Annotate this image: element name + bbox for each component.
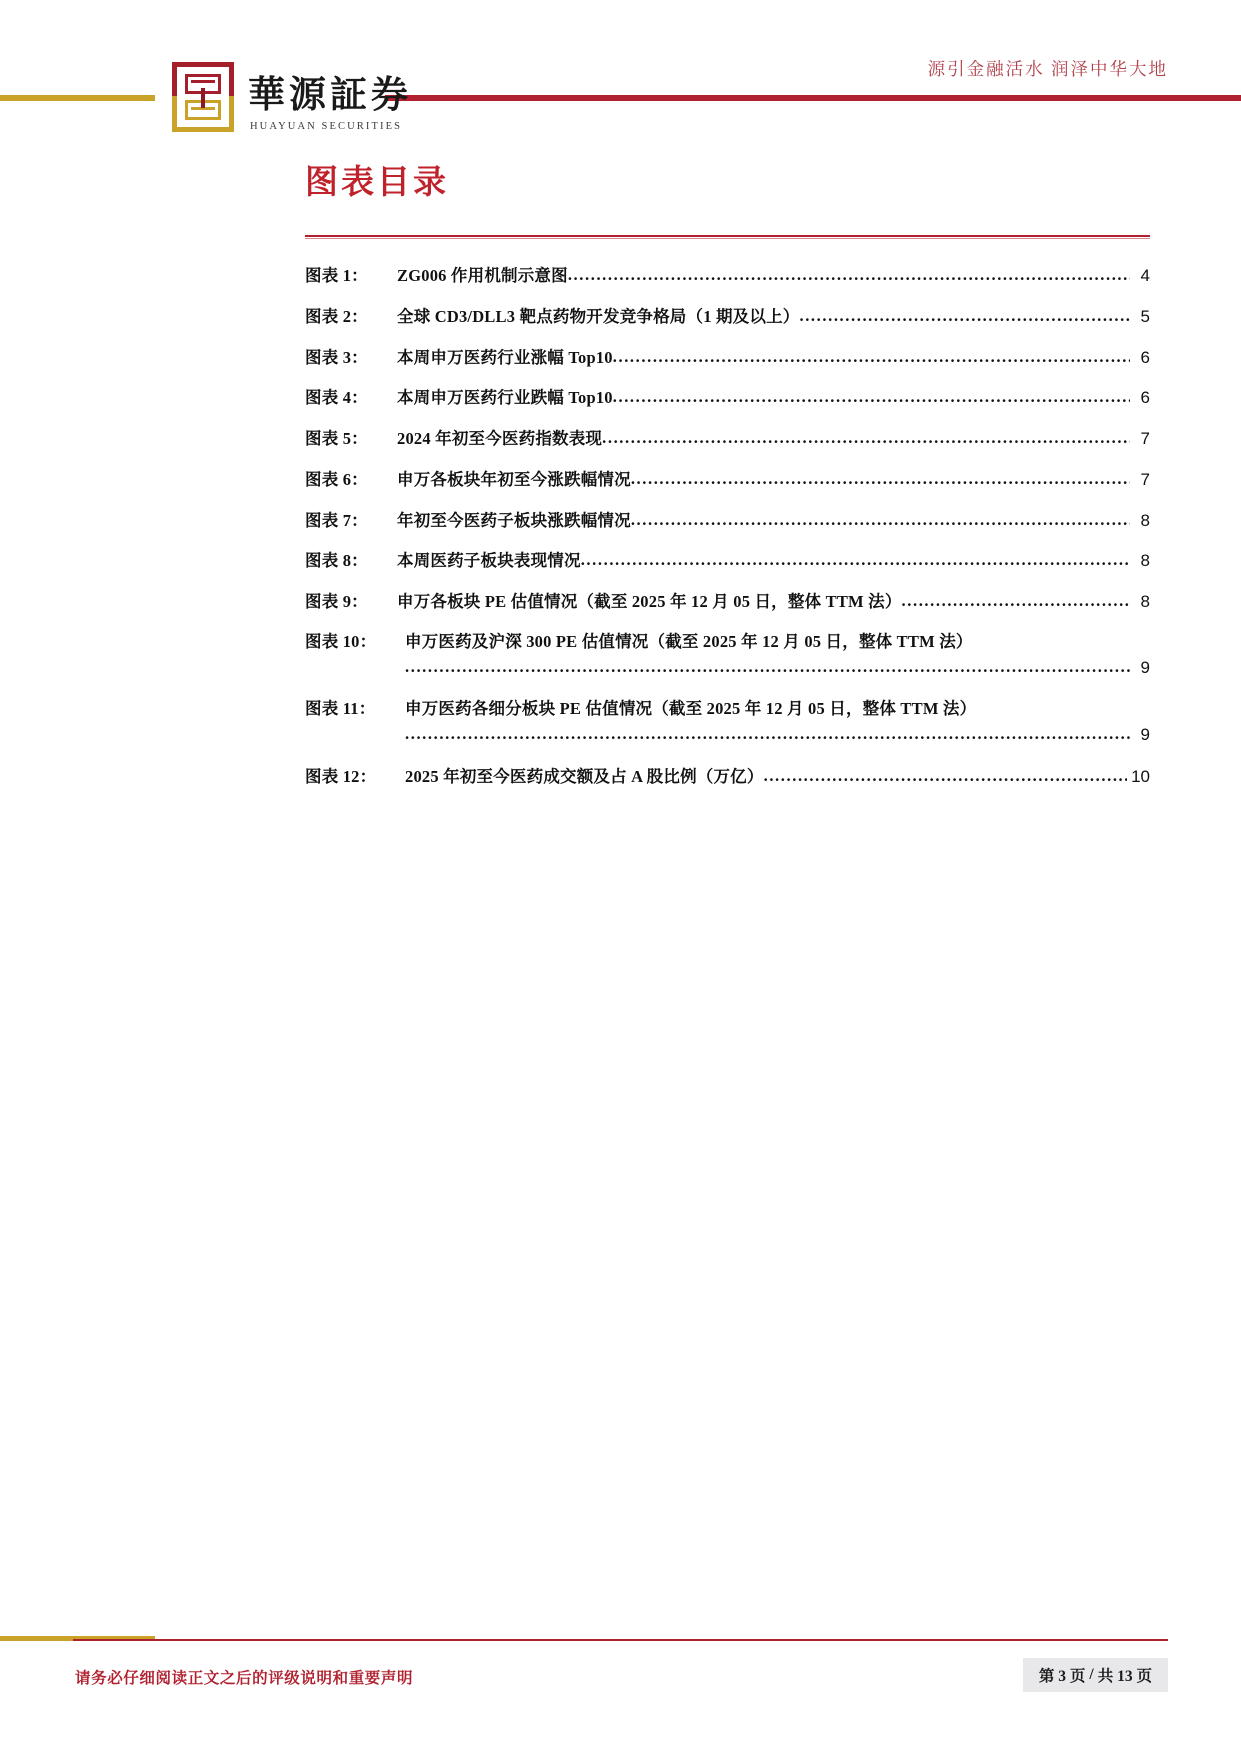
header-rule-gold (0, 95, 155, 101)
footer-page-current: 第 3 页 (1038, 1668, 1086, 1685)
toc-entry-text: 申万医药及沪深 300 PE 估值情况（截至 2025 年 12 月 05 日，整体 TTM 法） (405, 631, 973, 651)
toc-entry-body (397, 590, 1150, 614)
toc-leader-dots (799, 305, 1130, 328)
toc-entry[interactable] (305, 590, 1150, 614)
toc-entry-text: 本周申万医药行业跌幅 Top10 (397, 388, 613, 408)
toc-page-number: 8 (1140, 551, 1150, 571)
toc-page-number: 8 (1140, 592, 1150, 612)
footer-disclaimer: 请务必仔细阅读正文之后的评级说明和重要声明 (75, 1670, 414, 1687)
toc-leader-dots (764, 765, 1127, 788)
toc-page-number: 5 (1140, 306, 1150, 326)
logo-name-en: HUAYUAN SECURITIES (250, 121, 403, 132)
toc-entry-body (405, 765, 1150, 789)
toc-entry[interactable] (305, 427, 1150, 451)
toc-leader-dots (613, 386, 1130, 409)
toc-entry-text: 申万各板块 PE 估值情况（截至 2025 年 12 月 05 日，整体 TTM 法） (397, 592, 902, 612)
toc-entry-body (397, 549, 1150, 573)
toc-page-number: 6 (1140, 347, 1150, 367)
footer-page-total: 共 13 页 (1097, 1668, 1152, 1685)
toc-entry-body (397, 264, 1150, 288)
footer-rule-red (73, 1639, 1168, 1642)
table-of-contents (305, 264, 1150, 806)
toc-leader-dots (631, 509, 1130, 532)
toc-entry-text: 2024 年初至今医药指数表现 (397, 429, 603, 449)
toc-entry-label: 图表 8： (305, 551, 368, 571)
toc-entry-text: 全球 CD3/DLL3 靶点药物开发竞争格局（1 期及以上） (397, 306, 800, 326)
toc-entry[interactable] (305, 765, 1150, 789)
toc-entry-body (397, 427, 1150, 451)
toc-entry-text: 申万各板块年初至今涨跌幅情况 (397, 469, 631, 489)
toc-entry-body (397, 305, 1150, 329)
toc-entry-label: 图表 5： (305, 429, 368, 449)
toc-page-number: 10 (1131, 766, 1150, 786)
toc-page-number: 7 (1140, 429, 1150, 449)
page-title-block (305, 162, 449, 202)
toc-entry-text: 本周申万医药行业涨幅 Top10 (397, 347, 613, 367)
toc-entry[interactable] (305, 509, 1150, 533)
toc-page-number: 9 (1140, 657, 1150, 677)
toc-entry-body (397, 509, 1150, 533)
toc-entry-label: 图表 10： (305, 631, 377, 651)
toc-leader-dots (405, 656, 1130, 679)
toc-entry-body (405, 631, 1150, 680)
toc-entry[interactable] (305, 305, 1150, 329)
toc-entry[interactable] (305, 346, 1150, 370)
toc-entry[interactable] (305, 631, 1150, 680)
toc-entry-text: ZG006 作用机制示意图 (397, 266, 568, 285)
toc-entry-body (397, 468, 1150, 492)
toc-page-number: 7 (1140, 469, 1150, 489)
toc-leader-dots (602, 427, 1130, 450)
page-header (0, 0, 1241, 145)
toc-leader-dots (613, 346, 1130, 369)
toc-entry-label: 图表 6： (305, 469, 368, 489)
toc-entry-text: 本周医药子板块表现情况 (397, 551, 581, 571)
title-underline (305, 235, 1150, 239)
toc-entry-label: 图表 7： (305, 510, 368, 530)
logo-name-cn: 華源証券 (248, 75, 412, 117)
logo-emblem-icon (172, 62, 234, 132)
header-rule-red (385, 95, 1241, 101)
page-title: 图表目录 (305, 163, 449, 200)
toc-entry[interactable] (305, 264, 1150, 288)
toc-entry-label: 图表 12： (305, 766, 377, 786)
toc-entry-label: 图表 11： (305, 698, 376, 718)
toc-entry-label: 图表 4： (305, 388, 368, 408)
toc-leader-dots (405, 723, 1130, 746)
company-logo (172, 62, 412, 132)
toc-leader-dots (581, 549, 1130, 572)
toc-leader-dots (631, 468, 1130, 491)
toc-entry-text: 年初至今医药子板块涨跌幅情况 (397, 510, 631, 530)
toc-entry-label: 图表 3： (305, 347, 368, 367)
toc-leader-dots (902, 590, 1130, 613)
toc-entry[interactable] (305, 698, 1150, 747)
toc-entry-body (405, 698, 1150, 747)
toc-page-number: 8 (1140, 510, 1150, 530)
toc-page-number: 9 (1140, 724, 1150, 744)
toc-entry-text: 2025 年初至今医药成交额及占 A 股比例（万亿） (405, 766, 764, 786)
toc-entry-label: 图表 9： (305, 592, 368, 612)
brand-tagline: 源引金融活水 润泽中华大地 (927, 59, 1168, 79)
toc-entry-label: 图表 2： (305, 306, 368, 326)
footer-page-indicator (1023, 1658, 1168, 1692)
toc-entry-text: 申万医药各细分板块 PE 估值情况（截至 2025 年 12 月 05 日，整体 TTM 法） (405, 698, 977, 718)
toc-page-number: 4 (1140, 266, 1150, 285)
footer-page-separator: / (1089, 1666, 1094, 1683)
toc-entry[interactable] (305, 468, 1150, 492)
toc-entry-body (397, 386, 1150, 410)
toc-entry[interactable] (305, 549, 1150, 573)
toc-leader-dots (568, 264, 1130, 287)
toc-entry-body (397, 346, 1150, 370)
toc-page-number: 6 (1140, 388, 1150, 408)
toc-entry[interactable] (305, 386, 1150, 410)
toc-entry-label: 图表 1： (305, 266, 368, 285)
